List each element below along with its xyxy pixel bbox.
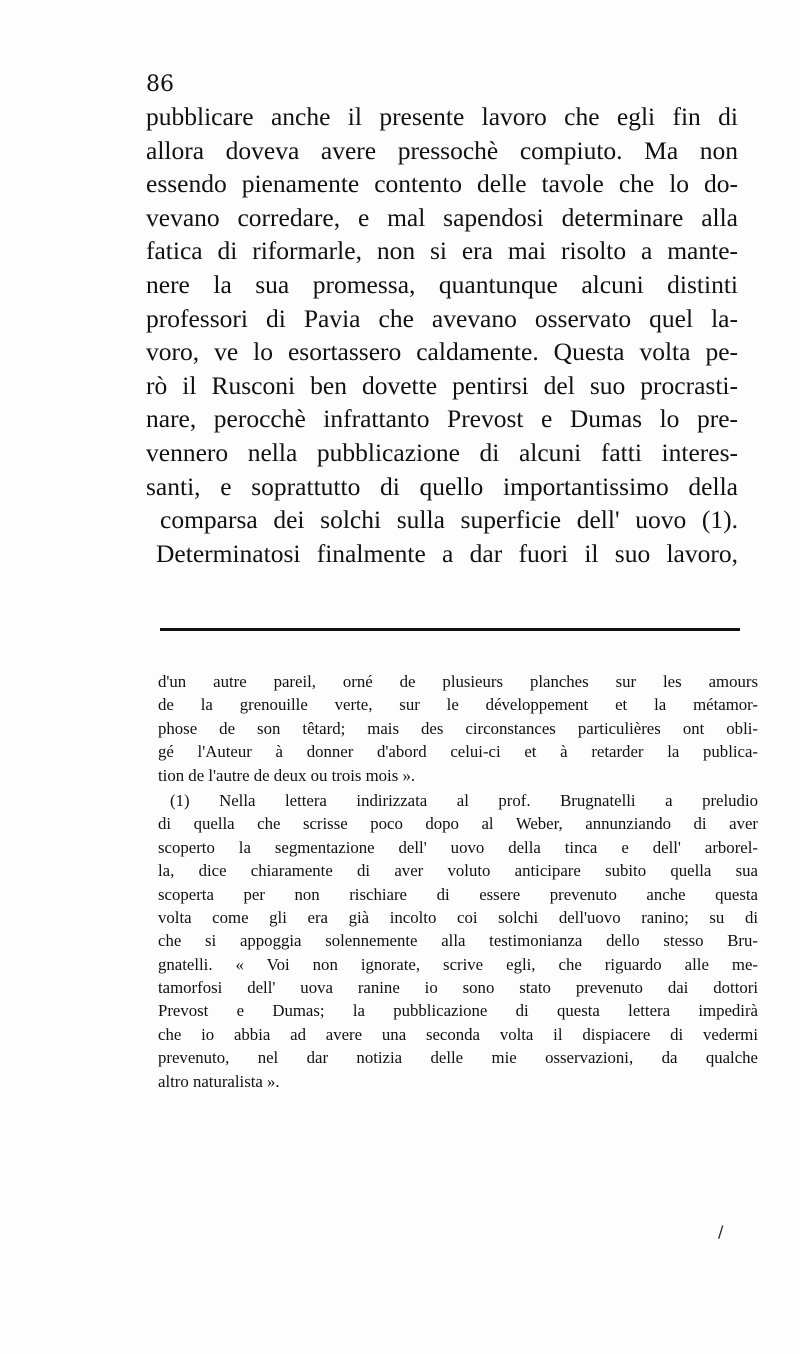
footnote-1-line: volta come gli era già incolto coi solchi dell'uovo ranino; su di xyxy=(158,907,758,927)
page-number: 86 xyxy=(146,72,174,97)
main-text-line: comparsa dei solchi sulla superficie dell' uovo (1). xyxy=(160,505,738,535)
main-text-line: allora doveva avere pressochè compiuto. Ma non xyxy=(146,135,738,165)
main-text-line: professori di Pavia che avevano osservato quel la- xyxy=(146,303,738,333)
footnote-quote-line: tion de l'autre de deux ou trois mois ». xyxy=(158,765,416,785)
footnote-1-line: gnatelli. « Voi non ignorate, scrive egli, che riguardo alle me- xyxy=(158,954,758,974)
footnote-quote-line: de la grenouille verte, sur le développement et la métamor- xyxy=(158,695,758,715)
main-text-line: nare, perocchè infrattanto Prevost e Dumas lo pre- xyxy=(146,404,738,434)
footnote-1-line: scoperta per non rischiare di essere prevenuto anche questa xyxy=(158,884,758,904)
footnote-1-line: altro naturalista ». xyxy=(158,1071,280,1091)
main-text-line: essendo pienamente contento delle tavole che lo do- xyxy=(146,169,738,199)
footnote-separator-rule xyxy=(160,628,740,631)
main-text-line: santi, e soprattutto di quello importantissimo della xyxy=(146,471,738,501)
footnote-1-line: (1) Nella lettera indirizzata al prof. Brugnatelli a preludio xyxy=(170,790,758,810)
main-text-line: vevano corredare, e mal sapendosi determinare alla xyxy=(146,202,738,232)
footnote-1-line: scoperto la segmentazione dell' uovo della tinca e dell' arborel- xyxy=(158,837,758,857)
main-text-line: vennero nella pubblicazione di alcuni fatti interes- xyxy=(146,437,738,467)
footnote-1-line: la, dice chiaramente di aver voluto anticipare subito quella sua xyxy=(158,861,758,881)
footnote-quote-line: gé l'Auteur à donner d'abord celui-ci et à retarder la publica- xyxy=(158,742,758,762)
main-text-line: fatica di riformarle, non si era mai risolto a mante- xyxy=(146,236,738,266)
footnote-quote-line: d'un autre pareil, orné de plusieurs planches sur les amours xyxy=(158,672,758,691)
footnotes-block xyxy=(158,670,758,1093)
footnote-1-line: tamorfosi dell' uova ranine io sono stato prevenuto dai dottori xyxy=(158,978,758,998)
footnote-1-line: prevenuto, nel dar notizia delle mie osservazioni, da qualche xyxy=(158,1048,758,1068)
footnote-quote-line: phose de son têtard; mais des circonstances particulières ont obli- xyxy=(158,718,758,738)
main-text-line: Determinatosi finalmente a dar fuori il suo lavoro, xyxy=(156,538,738,568)
main-text-block xyxy=(146,100,738,570)
main-text-line: rò il Rusconi ben dovette pentirsi del suo procrasti- xyxy=(146,370,738,400)
footnote-1-line: che io abbia ad avere una seconda volta il dispiacere di vedermi xyxy=(158,1024,758,1044)
footnote-1-line: di quella che scrisse poco dopo al Weber, annunziando di aver xyxy=(158,814,758,834)
footnote-1-line: che si appoggia solennemente alla testimonianza dello stesso Bru- xyxy=(158,931,758,951)
stray-ink-mark: / xyxy=(718,1222,724,1241)
main-text-line: nere la sua promessa, quantunque alcuni distinti xyxy=(146,269,738,299)
main-text-line: pubblicare anche il presente lavoro che egli fin di xyxy=(146,102,738,131)
footnote-1-line: Prevost e Dumas; la pubblicazione di questa lettera impedirà xyxy=(158,1001,758,1021)
main-text-line: voro, ve lo esortassero caldamente. Questa volta pe- xyxy=(146,337,738,367)
